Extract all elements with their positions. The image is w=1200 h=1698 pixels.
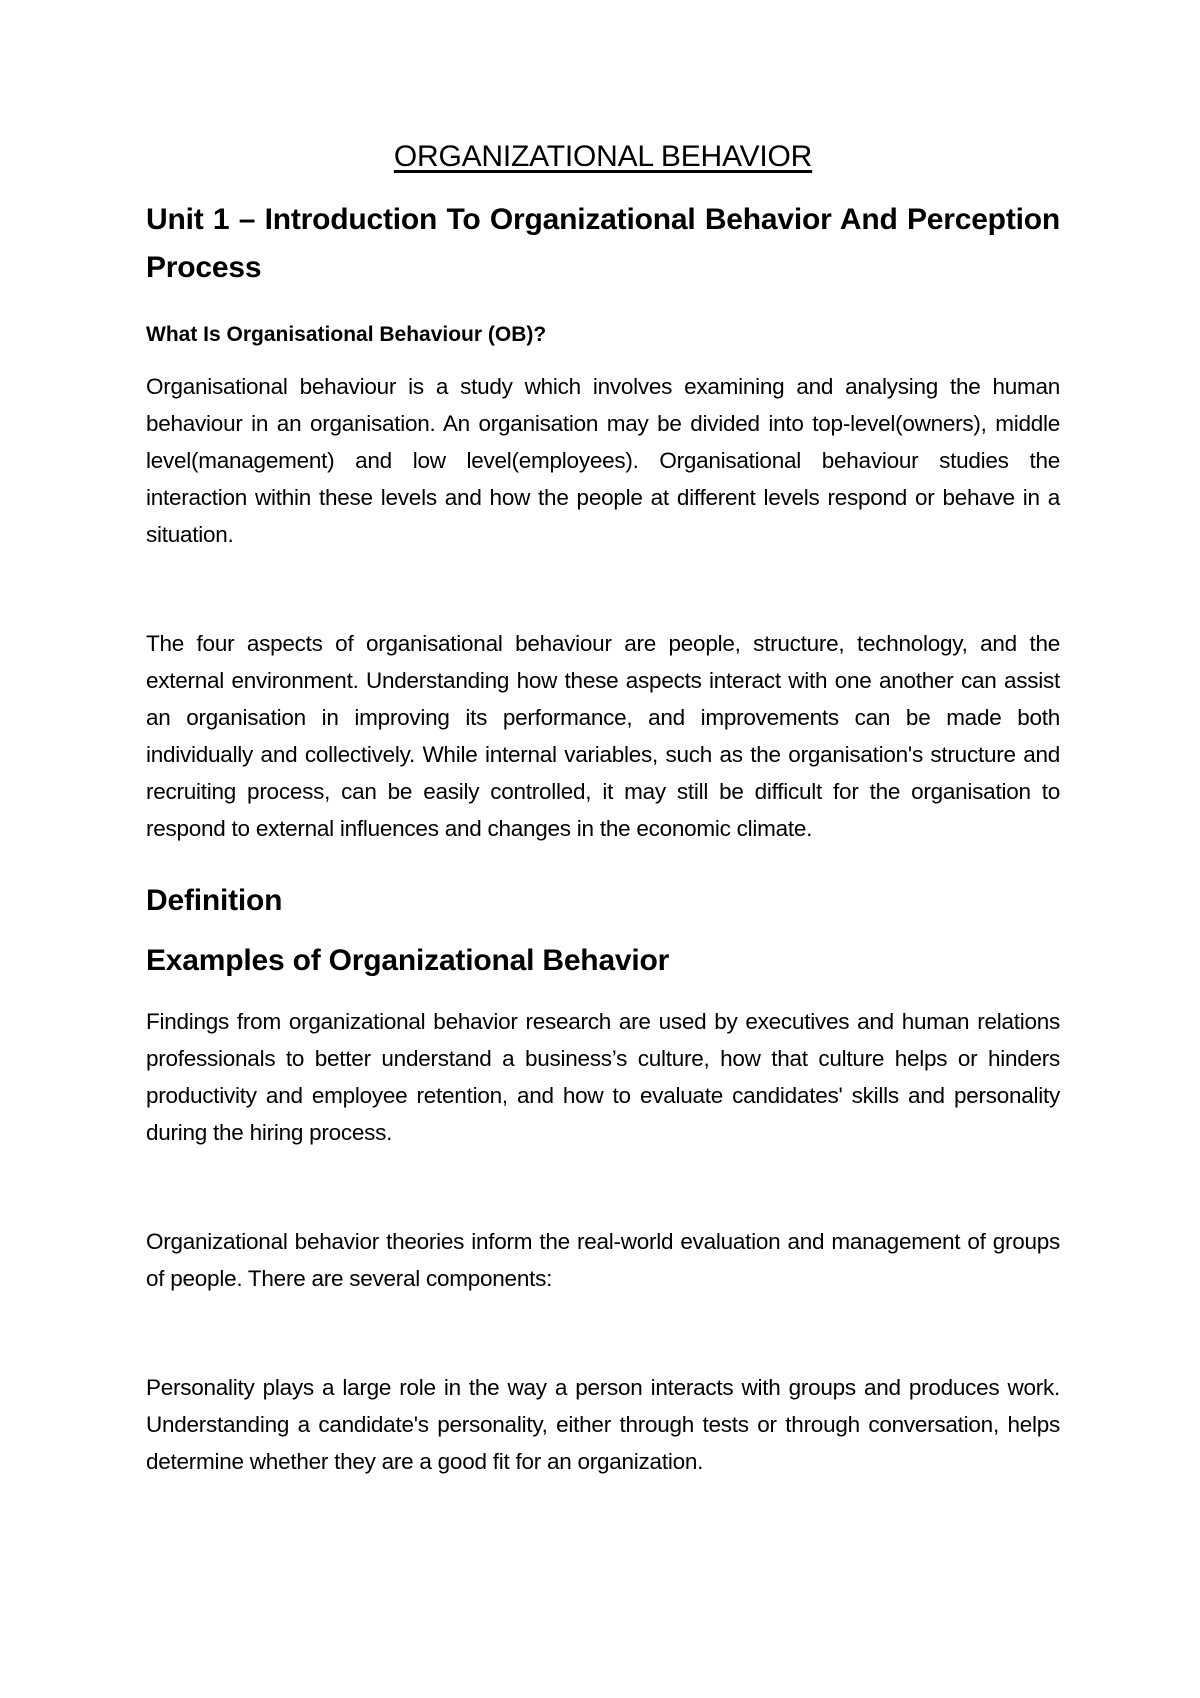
question-heading: What Is Organisational Behaviour (OB)?: [146, 323, 547, 346]
examples-heading: Examples of Organizational Behavior: [146, 944, 670, 977]
unit-heading: Unit 1 – Introduction To Organizational Behavior And Perception Process: [146, 203, 1060, 284]
definition-heading: Definition: [146, 884, 283, 917]
paragraph-ob-definition: Organisational behaviour is a study which involves examining and analysing the human behaviour in an organisation. An organisation may be divided into top-level(owners), middle level(management) and low level(employees). Organisational behaviour studies the interaction within these levels and how the people at different levels respond or behave in a situation.: [146, 374, 1060, 547]
paragraph-findings: Findings from organizational behavior research are used by executives and human relations professionals to better understand a business’s culture, how that culture helps or hinders productivity and employee retention, and how to evaluate candidates' skills and personality during the hiring process.: [146, 1009, 1060, 1145]
document-page: [146, 140, 1060, 1480]
paragraph-personality: Personality plays a large role in the way a person interacts with groups and produces work. Understanding a candidate's personality, either through tests or through conversation, helps determine whether they are a good fit for an organization.: [146, 1375, 1060, 1474]
paragraph-four-aspects: The four aspects of organisational behaviour are people, structure, technology, and the external environment. Understanding how these aspects interact with one another can assist an organisation in improving its performance, and improvements can be made both individually and collectively. While internal variables, such as the organisation's structure and recruiting process, can be easily controlled, it may still be difficult for the organisation to respond to external influences and changes in the economic climate.: [146, 631, 1060, 841]
paragraph-theories: Organizational behavior theories inform the real-world evaluation and management of groups of people. There are several components:: [146, 1229, 1060, 1291]
document-title: ORGANIZATIONAL BEHAVIOR: [393, 140, 813, 173]
